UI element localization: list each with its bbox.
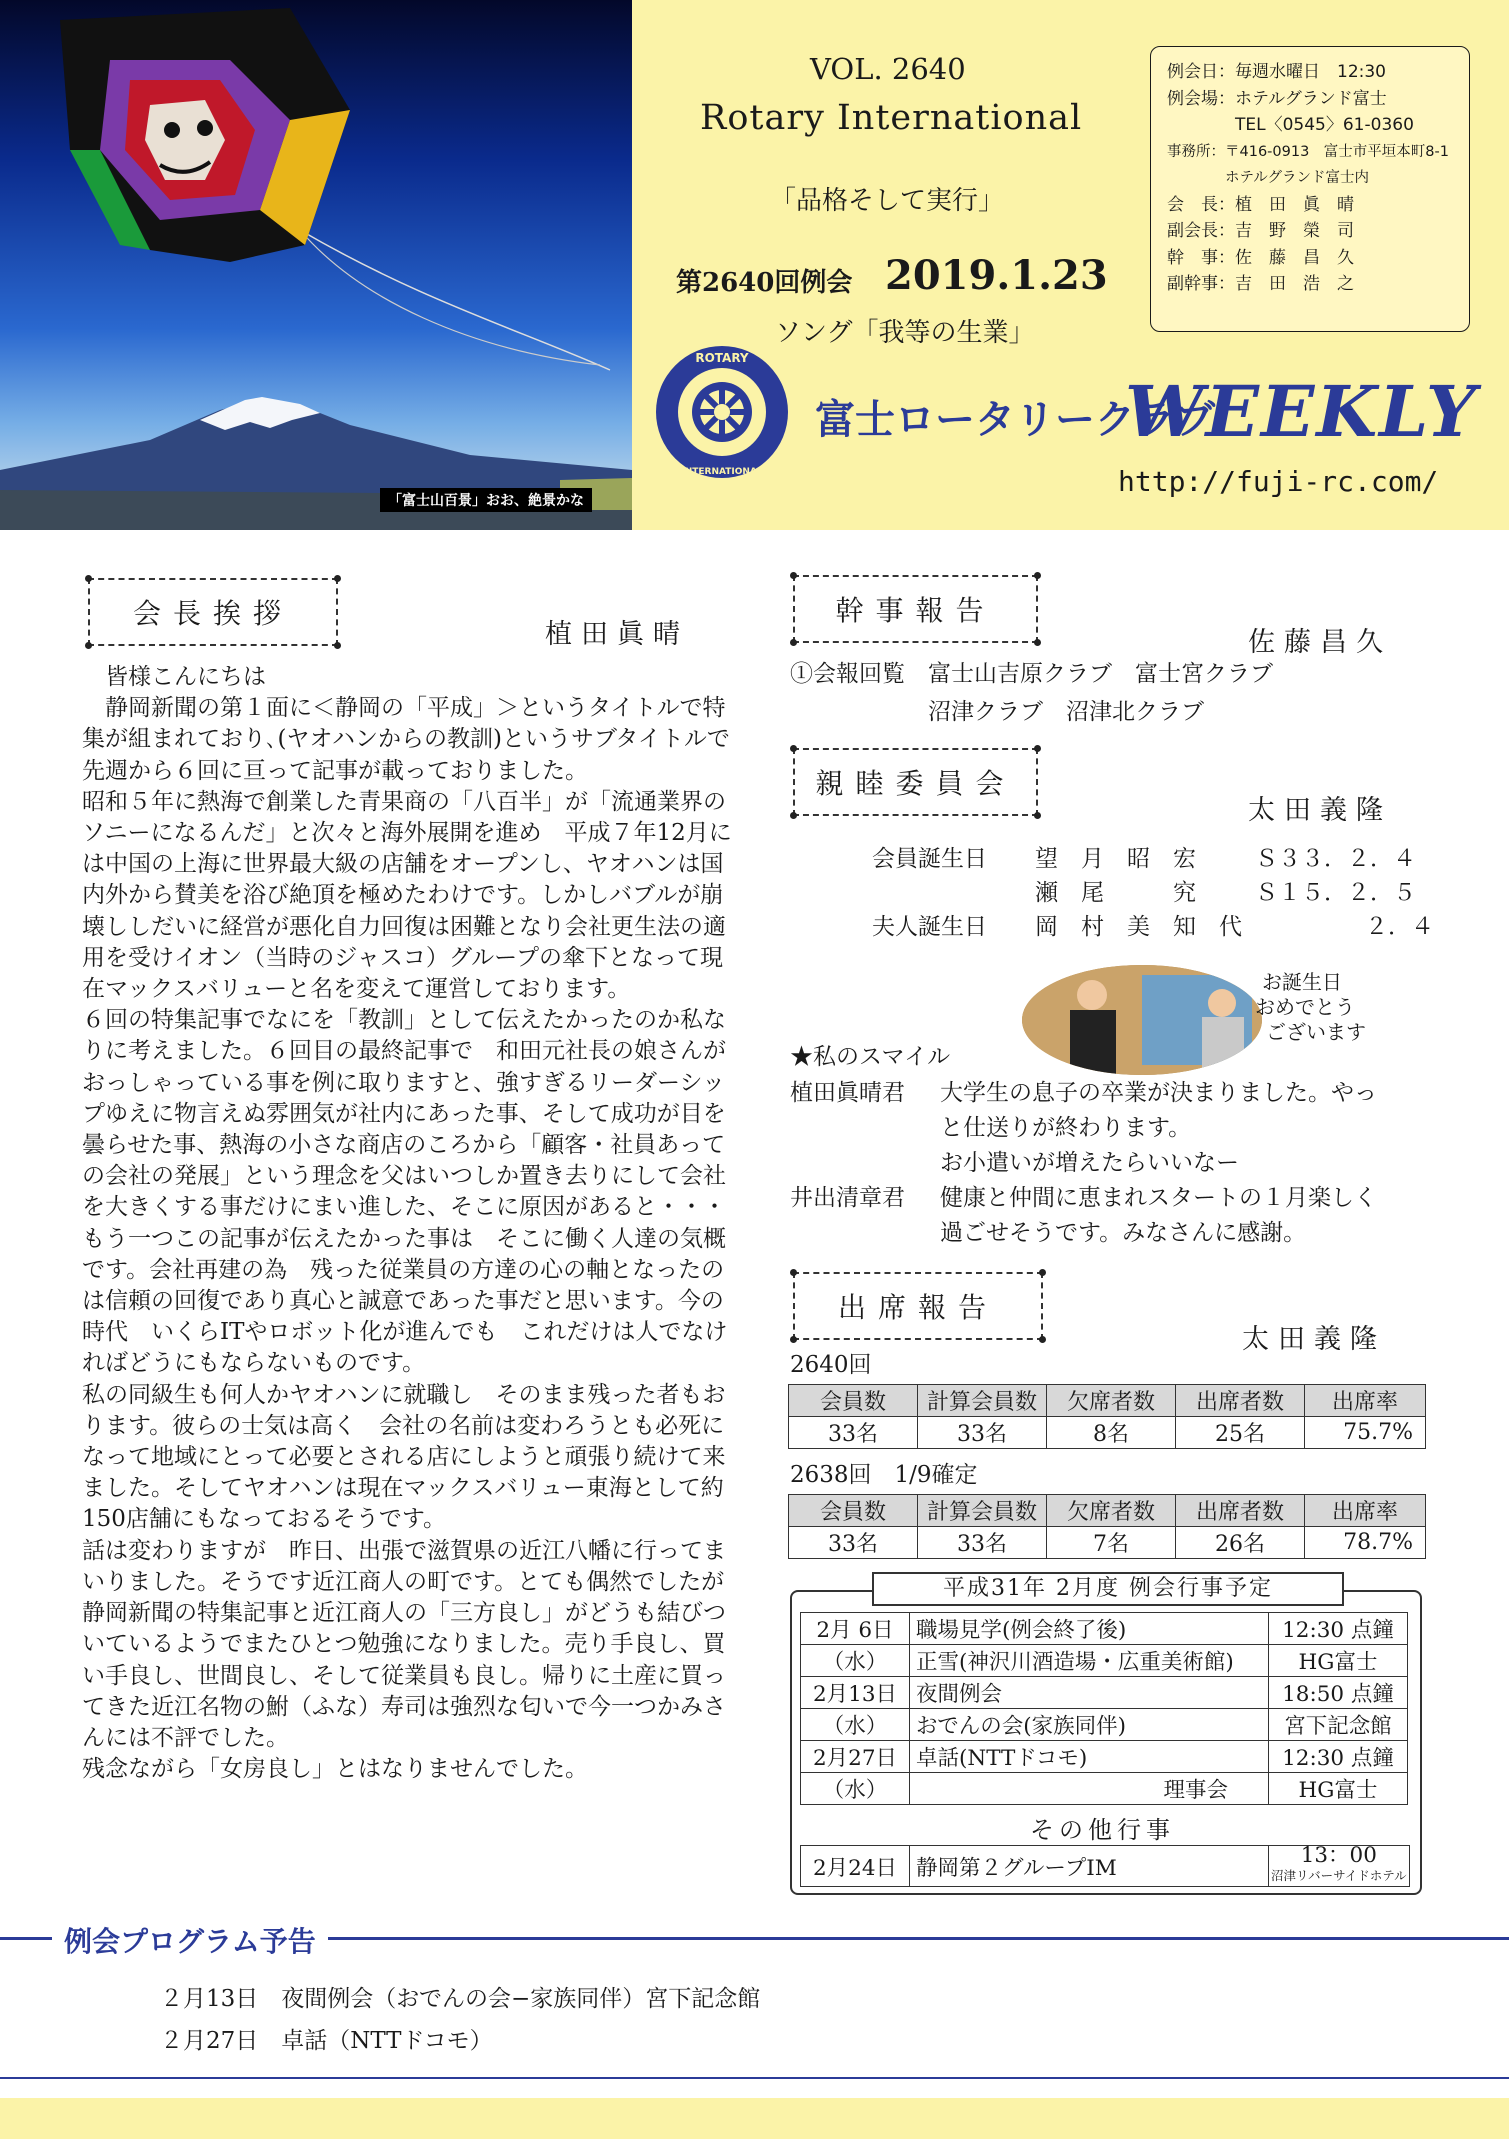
logo-text-top: ROTARY [695, 351, 749, 365]
attendance-title-text: 出席報告 [837, 1291, 998, 1324]
column-header: 計算会員数 [918, 1385, 1047, 1417]
program-item: ２月27日 卓話（NTTドコモ） [160, 2028, 493, 2054]
info-line: 例会場：ホテルグランド富士 [1167, 88, 1387, 109]
other-event: 静岡第２グループIM [910, 1846, 1269, 1887]
meeting-label: 第2640回例会 [676, 268, 853, 298]
congrats-line: おめでとう [1255, 995, 1355, 1019]
schedule-table [800, 1612, 1408, 1805]
info-line: 幹 事：佐 藤 昌 久 [1167, 247, 1354, 268]
info-line: 例会日：毎週水曜日 12:30 [1167, 62, 1386, 82]
schedule-title: 平成31年 2月度 例会行事予定 [872, 1572, 1344, 1606]
table-cell: 33名 [918, 1527, 1047, 1559]
birthday-label: 会員誕生日 [872, 846, 987, 872]
header-photo [0, 0, 632, 530]
kite-fuji-illustration [0, 0, 632, 530]
schedule-date: 2月13日 [801, 1677, 910, 1709]
other-time: 13：00 [1300, 1843, 1377, 1868]
table-cell: 33名 [789, 1417, 918, 1449]
smile-line: 過ごせそうです。みなさんに感謝。 [940, 1220, 1307, 1246]
table-row [801, 1613, 1408, 1645]
schedule-date: 2月27日 [801, 1741, 910, 1773]
paragraph: 話は変わりますが 昨日、出張で滋賀県の近江八幡に行ってまいりました。そうです近江商人の町です。とても偶然でしたが 静岡新聞の特集記事と近江商人の「三方良し」がどうも結びついているようでまたひとつ勉強になりました。売り手良し、買い手良し、世間良し、そして従業員も良し。帰りに土産に買ってきた近江名物の鮒（ふな）寿司は強烈な匂いで今一つかみさんには不評でした。 [82, 1537, 748, 1751]
table-cell: 25名 [1176, 1417, 1305, 1449]
secretary-line: ①会報回覧 富士山吉原クラブ 富士宮クラブ [790, 661, 1273, 687]
logo-text-bottom: INTERNATIONAL [681, 467, 763, 477]
motto: 「品格そして実行」 [770, 186, 1005, 216]
schedule-place: HG富士 [1269, 1773, 1408, 1805]
table-row [801, 1773, 1408, 1805]
other-events-title: その他行事 [1030, 1816, 1175, 1844]
club-info-box [1150, 46, 1470, 332]
schedule-event: 夜間例会 [910, 1677, 1269, 1709]
smile-line: 大学生の息子の卒業が決まりました。やっ [940, 1080, 1377, 1106]
attendance-table-label: 2640回 [790, 1352, 872, 1378]
photo-caption: 「富士山百景」おお、絶景かな [380, 488, 592, 512]
birthday-date: ２．４ [1365, 914, 1434, 940]
table-cell: 78.7% [1305, 1527, 1426, 1559]
fellowship-author: 太田義隆 [1248, 795, 1392, 826]
paragraph: ６回の特集記事でなにを「教訓」として伝えたかったのか私なりに考えました。６回目の最終記事で 和田元社長の娘さんがおっしゃっている事を例に取りますと、強すぎるリーダーシップゆえに物言えぬ雰囲気が社内にあった事、そして成功が目を曇らせた事、熱海の小さな商店のころから「顧客・社員あっての会社の発展」という理念を父はいつしか置き去りにして会社を大きくする事だけにまい進した、そこに原因があると・・・ [82, 1007, 726, 1221]
paragraph: もう一つこの記事が伝えたかった事は そこに働く人達の気概です。会社再建の為 残った従業員の方達の心の軸となったのは信頼の回復であり真心と誠意であった事だと思います。今の時代 いくらITやロボット化が進んでも これだけは人でなければどうにもならないものです。 [82, 1225, 728, 1377]
song: ソング「我等の生業」 [775, 318, 1035, 348]
secretary-section-title [793, 575, 1038, 643]
footer-bar [0, 2098, 1509, 2139]
president-section-title [88, 578, 338, 646]
table-header-row [789, 1495, 1426, 1527]
other-place: 沼津リバーサイドホテル [1271, 1868, 1407, 1883]
attendance-table [788, 1494, 1426, 1559]
other-time-place [1269, 1843, 1410, 1887]
birthday-name: 岡 村 美 知 代 [1035, 914, 1242, 940]
table-row [801, 1709, 1408, 1741]
schedule-event: 卓話(NTTドコモ) [910, 1741, 1269, 1773]
smile-name: 植田眞晴君 [790, 1080, 905, 1106]
paragraph: 皆様こんにちは [82, 664, 266, 690]
schedule-event: 正雪(神沢川酒造場・広重美術館) [910, 1645, 1269, 1677]
smile-name: 井出清章君 [790, 1185, 905, 1211]
table-row [801, 1645, 1408, 1677]
table-row [789, 1417, 1426, 1449]
table-cell: 33名 [918, 1417, 1047, 1449]
column-header: 出席者数 [1176, 1385, 1305, 1417]
column-header: 出席率 [1305, 1385, 1426, 1417]
birthday-photo [1022, 965, 1262, 1075]
table-cell: 26名 [1176, 1527, 1305, 1559]
column-header: 会員数 [789, 1385, 918, 1417]
other-events-table [800, 1845, 1410, 1887]
schedule-day: （水） [801, 1645, 910, 1677]
secretary-title-text: 幹事報告 [835, 594, 996, 627]
attendance-section-title [793, 1272, 1043, 1340]
info-line: 会 長：植 田 眞 晴 [1167, 194, 1354, 215]
table-header-row [789, 1385, 1426, 1417]
schedule-event: おでんの会(家族同伴) [910, 1709, 1269, 1741]
congrats-line: ございます [1266, 1020, 1366, 1044]
program-title: 例会プログラム予告 [52, 1920, 328, 1960]
info-line: 事務所：〒416-0913 富士市平垣本町8-1 [1167, 143, 1449, 160]
fellowship-section-title [793, 748, 1038, 816]
table-row [801, 1677, 1408, 1709]
paragraph: 昭和５年に熱海で創業した青果商の「八百半」が「流通業界のソニーになるんだ」と次々と海外展開を進め 平成７年12月には中国の上海に世界最大級の店舗をオープンし、ヤオハンは国内外から賛美を浴び絶頂を極めたわけです。しかしバブルが崩壊ししだいに経営が悪化自力回復は困難となり会社更生法の適用を受けイオン（当時のジャスコ）グループの傘下となって現在マックスバリューと名を変えて運営しております。 [82, 788, 732, 1003]
organization-name: Rotary International [700, 98, 1083, 138]
congrats-line: お誕生日 [1262, 970, 1342, 994]
column-header: 会員数 [789, 1495, 918, 1527]
info-line: 副会長：吉 野 榮 司 [1167, 221, 1354, 241]
club-name: 富士ロータリークラブ [815, 396, 1215, 443]
website-url[interactable]: http://fuji-rc.com/ [1118, 465, 1439, 498]
rotary-logo [652, 342, 792, 482]
column-header: 出席者数 [1176, 1495, 1305, 1527]
president-author: 植田眞晴 [545, 619, 689, 650]
program-item: ２月13日 夜間例会（おでんの会−家族同伴）宮下記念館 [160, 1986, 761, 2012]
column-header: 出席率 [1305, 1495, 1426, 1527]
attendance-table [788, 1384, 1426, 1449]
paragraph: 静岡新聞の第１面に＜静岡の「平成」＞というタイトルで特集が組まれており､(ヤオハンからの教訓)というサブタイトルで先週から６回に亘って記事が載っておりました。 [82, 695, 730, 784]
volume-number: VOL. 2640 [810, 52, 966, 86]
fellowship-title-text: 親睦委員会 [815, 767, 1016, 800]
birthday-date: Ｓ１５．２．５ [1255, 880, 1416, 906]
column-header: 計算会員数 [918, 1495, 1047, 1527]
paragraph: 残念ながら「女房良し」とはなりませんでした。 [82, 1756, 588, 1783]
table-cell: 75.7% [1305, 1417, 1426, 1449]
president-title-text: 会長挨拶 [132, 597, 293, 630]
smile-line: と仕送りが終わります。 [940, 1115, 1192, 1141]
schedule-event: 職場見学(例会終了後) [910, 1613, 1269, 1645]
schedule-time: 12:30 点鐘 [1269, 1613, 1408, 1645]
meeting-date: 2019.1.23 [885, 252, 1108, 299]
schedule-place: HG富士 [1269, 1645, 1408, 1677]
paragraph: 私の同級生も何人かヤオハンに就職し そのまま残った者もおります。彼らの士気は高く 会社の名前は変わろうとも必死になって地域にとって必要とされる店にしようと頑張り続けて来ました。そしてヤオハンは現在マックスバリュー東海として約150店舗にもなっておるそうです。 [82, 1381, 726, 1533]
president-message [82, 662, 748, 1785]
column-header: 欠席者数 [1047, 1385, 1176, 1417]
footer-divider [0, 2077, 1509, 2079]
secretary-author: 佐藤昌久 [1248, 627, 1392, 658]
schedule-place: 宮下記念館 [1269, 1709, 1408, 1741]
smile-title: ★私のスマイル [790, 1044, 951, 1070]
attendance-table-label: 2638回 1/9確定 [790, 1462, 978, 1488]
schedule-event: 理事会 [910, 1773, 1269, 1805]
birthday-label: 夫人誕生日 [872, 914, 987, 940]
schedule-day: （水） [801, 1709, 910, 1741]
smile-line: 健康と仲間に恵まれスタートの１月楽しく [940, 1185, 1377, 1211]
other-date: 2月24日 [801, 1846, 910, 1887]
birthday-date: Ｓ３３．２．４ [1255, 846, 1416, 872]
schedule-date: 2月 6日 [801, 1613, 910, 1645]
attendance-author: 太田義隆 [1242, 1324, 1386, 1355]
table-row [789, 1527, 1426, 1559]
smile-line: お小遣いが増えたらいいなー [940, 1150, 1239, 1176]
info-line: TEL〈0545〉61-0360 [1167, 115, 1414, 135]
schedule-day: （水） [801, 1773, 910, 1805]
table-row [801, 1741, 1408, 1773]
weekly-title: WEEKLY [1125, 370, 1478, 453]
column-header: 欠席者数 [1047, 1495, 1176, 1527]
table-cell: 7名 [1047, 1527, 1176, 1559]
table-row [801, 1846, 1410, 1887]
info-line: ホテルグランド富士内 [1167, 170, 1369, 186]
birthday-name: 望 月 昭 宏 [1035, 846, 1196, 872]
schedule-time: 18:50 点鐘 [1269, 1677, 1408, 1709]
table-cell: 33名 [789, 1527, 918, 1559]
secretary-line: 沼津クラブ 沼津北クラブ [790, 699, 1204, 725]
schedule-time: 12:30 点鐘 [1269, 1741, 1408, 1773]
birthday-name: 瀬 尾 究 [1035, 880, 1196, 906]
table-cell: 8名 [1047, 1417, 1176, 1449]
info-line: 副幹事：吉 田 浩 之 [1167, 274, 1354, 294]
